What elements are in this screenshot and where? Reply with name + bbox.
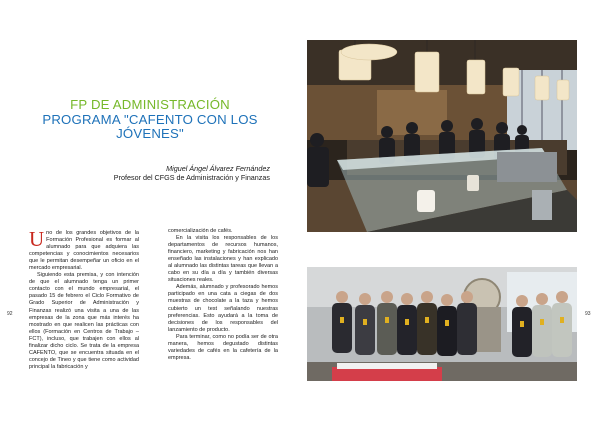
title-line-2: PROGRAMA "CAFENTO CON LOS JÓVENES"	[42, 111, 258, 141]
right-page	[300, 0, 600, 424]
paragraph: Siguiendo esta premisa, y con intención de que el alumnado tenga un primer contacto con el mundo empresarial, el pasado 15 de febrero el Ciclo Formativo de Grado Superior de Administración y Finanzas realizó una visita a una de las empresas de la zona que más interés ha mostrado en que realicen las prácticas con ellos (Formación en Centros de Trabajo – FCT), incluso, que trabajen con ellos al finalizar dicho ciclo. Se trata de la empresa CAFENTO, que se encuentra situada en el concejo de Tineo y que tiene como actividad principal la fabricación y	[29, 272, 139, 370]
text-column-1	[29, 227, 139, 371]
page-number-left: 92	[7, 311, 13, 317]
author-name: Miguel Ángel Álvarez Fernández	[166, 164, 270, 173]
title-line-1: FP DE ADMINISTRACIÓN	[70, 97, 230, 112]
article-title	[30, 98, 270, 142]
paragraph: Para terminar, como no podía ser de otra manera, hemos degustado distintas variedades de cafés en la cafetería de la empresa.	[168, 333, 278, 361]
paragraph: En la visita los responsables de los departamentos de recursos humanos, financiero, marketing y fabricación nos han enseñado las instalaciones y han explicado al alumnado las distintas tareas que llevan a cabo en su día a día y también diversas situaciones reales.	[168, 235, 278, 284]
paragraph: Uno de los grandes objetivos de la Formación Profesional es formar al alumnado para que adquiera las competencias y conocimientos necesarios que le permitan desempeñar un oficio en el mercado empresarial.	[29, 227, 139, 272]
text-column-2	[168, 228, 278, 362]
byline	[60, 164, 270, 182]
group-photo	[307, 267, 577, 381]
cafeteria-photo	[307, 40, 577, 232]
page-number-right: 93	[585, 311, 591, 317]
paragraph: comercialización de cafés.	[168, 228, 233, 234]
paragraph: Además, alumnado y profesorado hemos participado en una cata a ciegas de dos muestras de chocolate a la taza y hemos cubierto un test señalando nuestras preferencias. Esto ayudará a la toma de decisiones de los responsables del lanzamiento de producto.	[168, 284, 278, 333]
author-role: Profesor del CFGS de Administración y Finanzas	[113, 173, 270, 182]
drop-cap: U	[29, 227, 45, 251]
